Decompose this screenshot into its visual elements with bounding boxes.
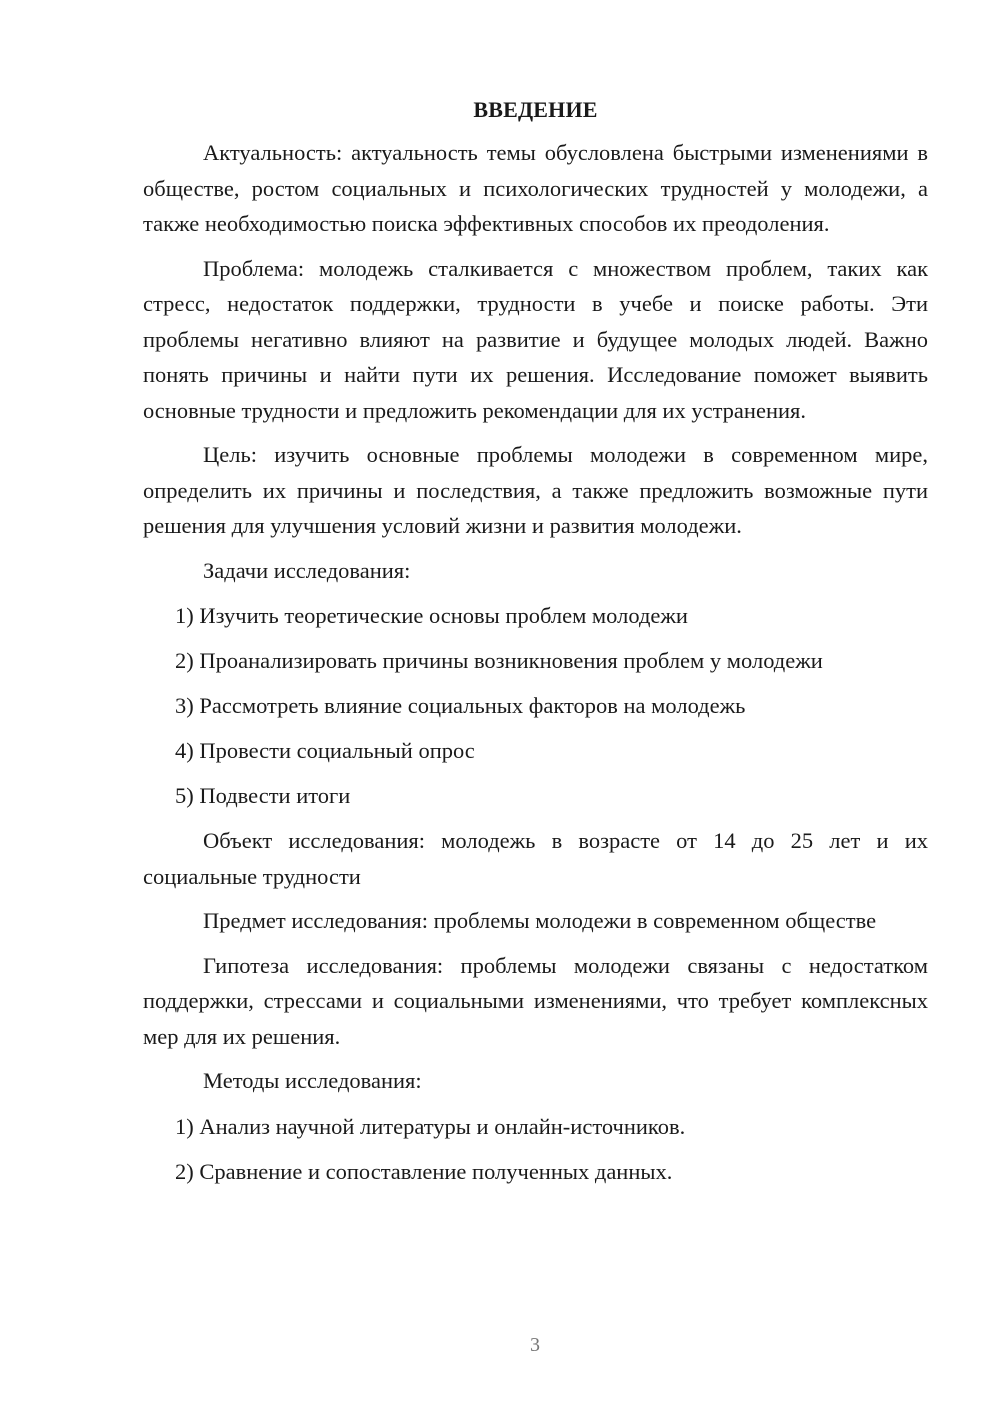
task-item: 5) Подвести итоги (175, 783, 351, 808)
relevance-paragraph: Актуальность: актуальность темы обусловлена быстрыми изменениями в обществе, ростом социальных и психологических трудностей у молодежи, а также необходимостью поиска эффективных способов их преодоления. (143, 140, 928, 236)
method-item: 2) Сравнение и сопоставление полученных данных. (175, 1158, 673, 1184)
page-content (143, 95, 928, 1199)
hypothesis-paragraph: Гипотеза исследования: проблемы молодежи связаны с недостатком поддержки, стрессами и социальными изменениями, что требует комплексных мер для их решения. (143, 952, 928, 1049)
goal-paragraph: Цель: изучить основные проблемы молодежи в современном мире, определить их причины и последствия, а также предложить возможные пути решения для улучшения условий жизни и развития молодежи. (143, 442, 928, 538)
task-item: 3) Рассмотреть влияние социальных факторов на молодежь (175, 693, 746, 718)
problem-paragraph: Проблема: молодежь сталкивается с множеством проблем, таких как стресс, недостаток поддержки, трудности в учебе и поиске работы. Эти проблемы негативно влияют на развитие и будущее молодых людей. Важно понять причины и найти пути их решения. Исследование поможет выявить основные трудности и предложить рекомендации для их устранения. (143, 255, 928, 423)
task-item: 4) Провести социальный опрос (175, 738, 475, 763)
method-item: 1) Анализ научной литературы и онлайн-источников. (175, 1113, 686, 1139)
tasks-heading: Задачи исследования: (203, 557, 411, 583)
page-number: 3 (530, 1334, 540, 1356)
subject-paragraph: Предмет исследования: проблемы молодежи в современном обществе (203, 908, 877, 933)
tasks-list (143, 598, 928, 814)
object-paragraph: Объект исследования: молодежь в возрасте от 14 до 25 лет и их социальные трудности (143, 828, 928, 889)
methods-heading: Методы исследования: (203, 1068, 422, 1093)
methods-list (143, 1109, 928, 1190)
task-item: 2) Проанализировать причины возникновения проблем у молодежи (175, 648, 823, 673)
page-title: ВВЕДЕНИЕ (473, 97, 598, 122)
task-item: 1) Изучить теоретические основы проблем молодежи (175, 603, 688, 628)
